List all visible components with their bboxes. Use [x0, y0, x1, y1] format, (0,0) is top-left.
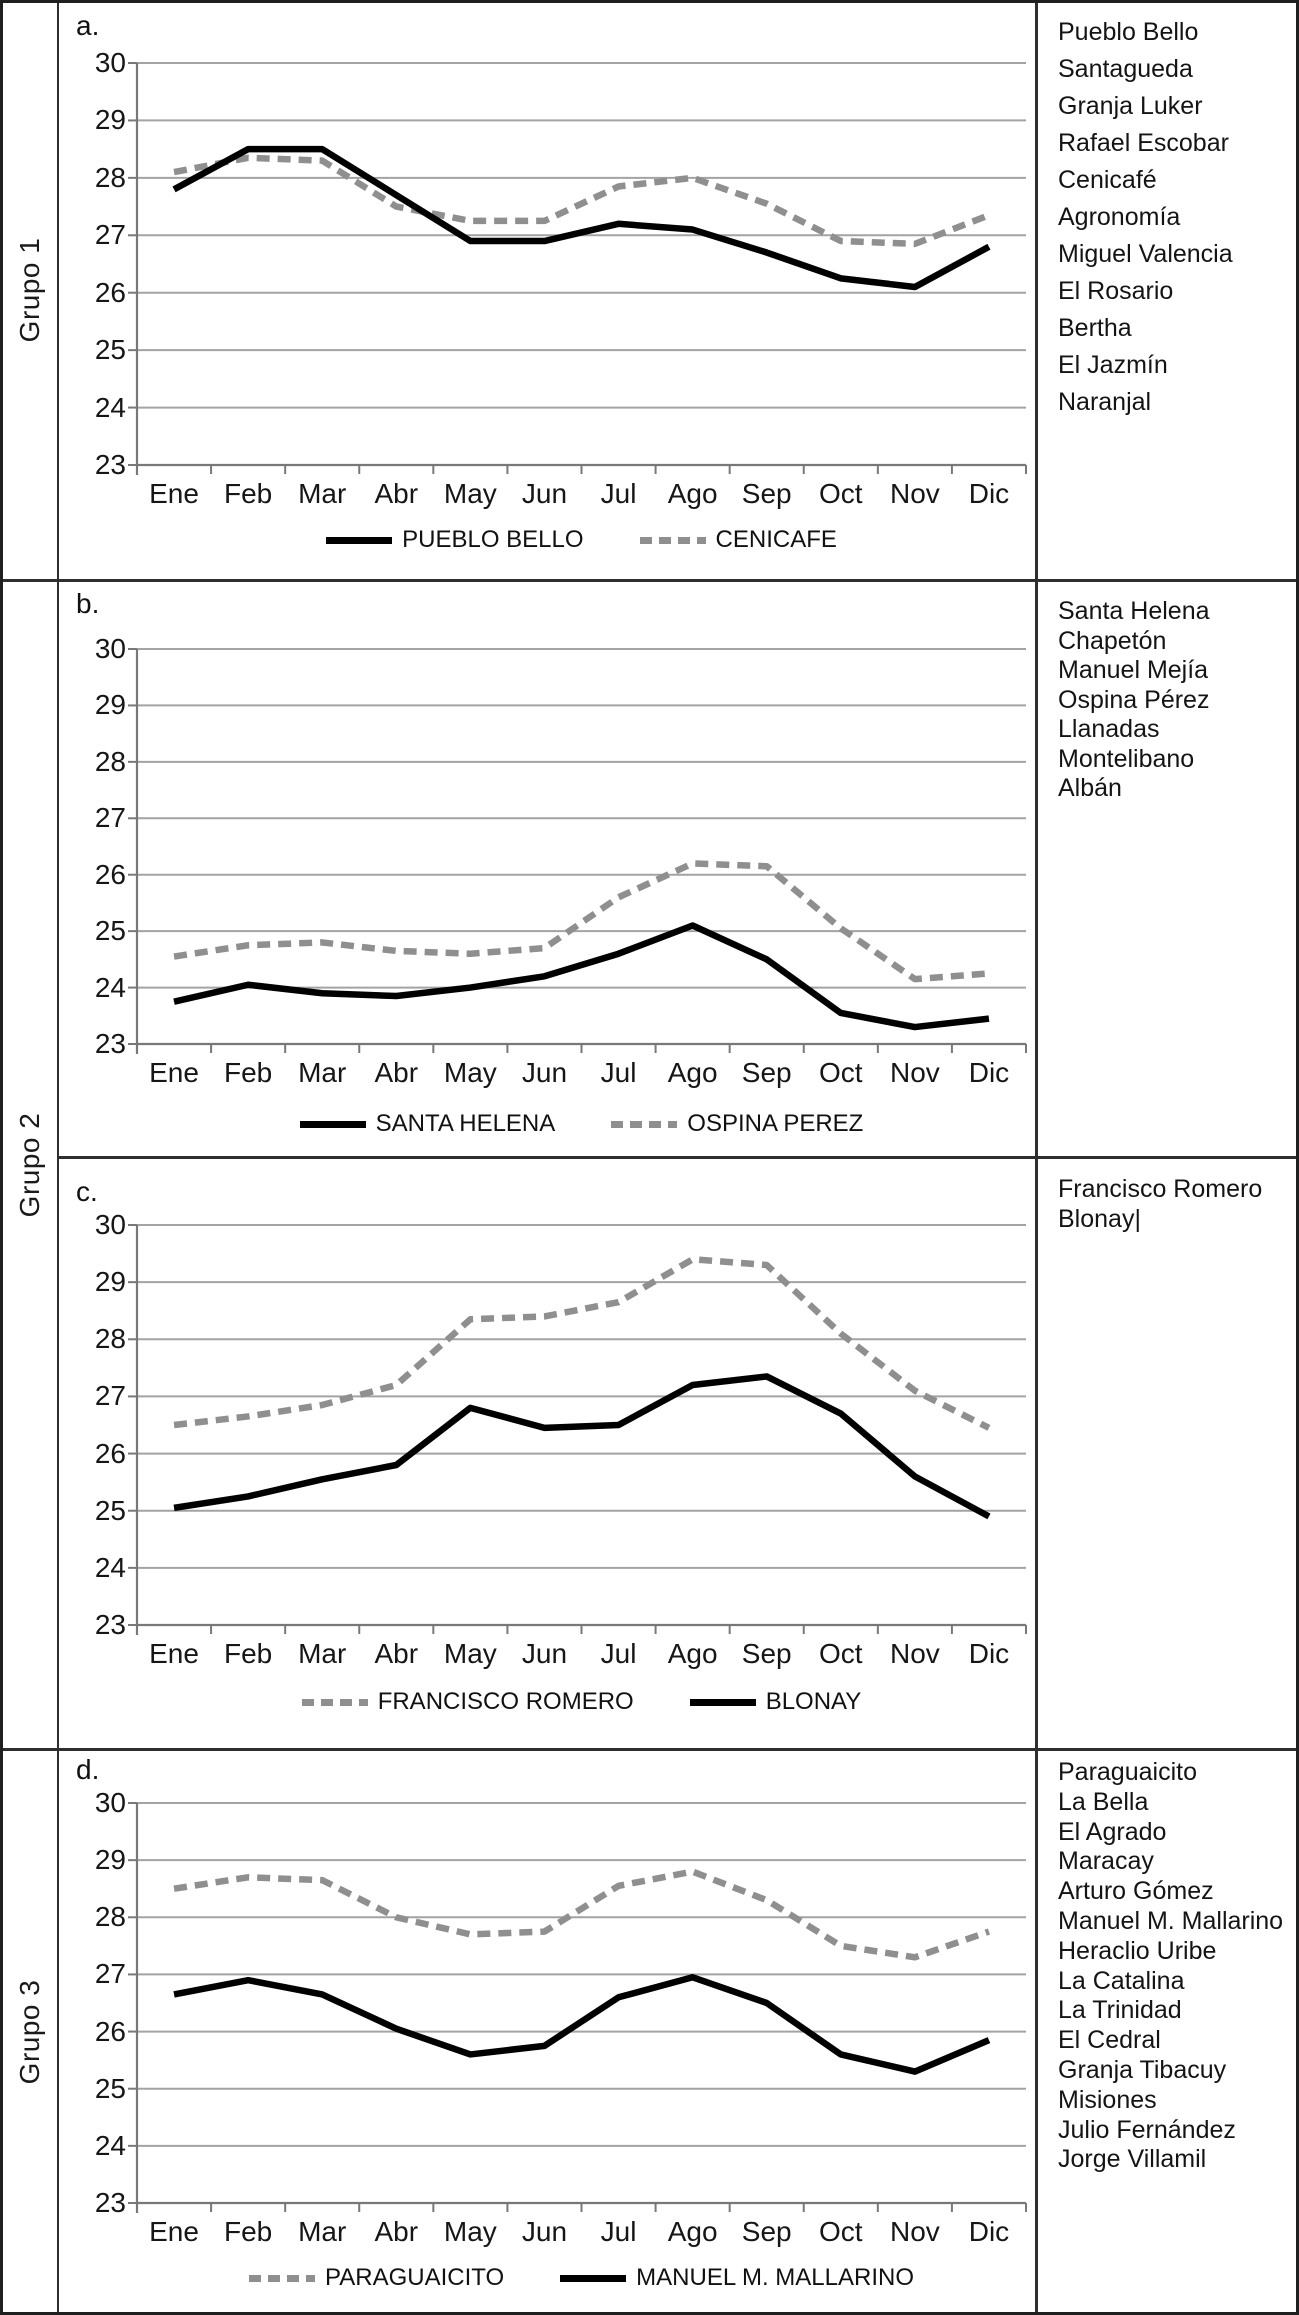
- y-tick-label: 25: [94, 2072, 126, 2104]
- station-name: Francisco Romero: [1058, 1175, 1263, 1203]
- x-tick-label: Sep: [741, 1638, 792, 1669]
- x-tick-label: Mar: [298, 1638, 347, 1669]
- legend-solid-line-swatch: [326, 537, 392, 544]
- row-divider-group1-group2: [0, 579, 1299, 582]
- x-tick-label: Nov: [889, 1638, 940, 1669]
- x-tick-label: Jun: [521, 1638, 568, 1669]
- x-tick-label: Ene: [149, 1638, 199, 1669]
- x-tick-label: Mar: [298, 1057, 347, 1088]
- y-tick-label: 30: [94, 633, 126, 664]
- panel-letter-b: b.: [76, 588, 100, 619]
- x-axis-month-labels: [137, 1057, 1026, 1089]
- legend-item: [640, 526, 837, 554]
- station-list: [1058, 1174, 1262, 1234]
- station-name: Arturo Gómez: [1058, 1877, 1214, 1906]
- legend-label: PARAGUAICITO: [325, 2264, 505, 2291]
- panel-letter-a: a.: [76, 10, 100, 41]
- x-tick-label: Abr: [374, 2216, 419, 2247]
- x-tick-label: May: [443, 1638, 497, 1669]
- series-line-pueblo-bello: [174, 149, 989, 287]
- legend-item: [249, 2264, 504, 2292]
- y-tick-label: 26: [94, 858, 126, 890]
- x-tick-label: Dic: [968, 2216, 1010, 2247]
- station-list: [1058, 14, 1233, 421]
- station-name: Llanadas: [1058, 715, 1160, 743]
- y-tick-label: 30: [94, 1787, 126, 1818]
- station-name: Paraguaicito: [1058, 1758, 1197, 1786]
- x-tick-label: Abr: [374, 1057, 419, 1088]
- y-tick-label: 30: [94, 1209, 126, 1240]
- y-tick-label: 28: [94, 745, 126, 777]
- x-tick-label: Sep: [741, 2216, 792, 2247]
- station-name: Ospina Pérez: [1058, 685, 1210, 714]
- x-tick-label: Abr: [374, 478, 419, 509]
- y-tick-label: 29: [94, 689, 126, 721]
- station-name: Agronomía: [1058, 203, 1181, 231]
- y-tick-label: 29: [94, 1266, 126, 1298]
- x-tick-label: Ago: [667, 1638, 718, 1669]
- legend-label: SANTA HELENA: [375, 1110, 556, 1137]
- series-line-paraguaicito: [174, 1872, 989, 1958]
- y-tick-label: 29: [94, 1844, 126, 1876]
- station-name: Chapetón: [1058, 626, 1167, 655]
- station-name: Santa Helena: [1058, 597, 1210, 625]
- station-name: Heraclio Uribe: [1058, 1936, 1217, 1965]
- station-name: El Cedral: [1058, 2026, 1161, 2055]
- y-tick-label: 24: [94, 2129, 126, 2161]
- legend-item: [690, 1688, 862, 1716]
- station-name: La Bella: [1058, 1787, 1149, 1816]
- x-tick-label: Feb: [223, 2216, 273, 2247]
- legend-label: BLONAY: [765, 1688, 862, 1715]
- x-axis-month-labels: [137, 1638, 1026, 1670]
- station-name: El Rosario: [1058, 277, 1174, 305]
- station-name: Granja Luker: [1058, 92, 1203, 120]
- y-tick-label: 30: [94, 47, 126, 78]
- x-tick-label: Ago: [667, 1057, 718, 1088]
- x-tick-label: May: [443, 2216, 497, 2247]
- x-tick-label: Oct: [819, 1638, 863, 1669]
- legend-label: FRANCISCO ROMERO: [377, 1688, 634, 1715]
- station-name: Julio Fernández: [1058, 2115, 1236, 2144]
- x-tick-label: Ago: [667, 2216, 718, 2247]
- legend: [137, 2264, 1026, 2292]
- station-name: La Catalina: [1058, 1966, 1185, 1995]
- y-tick-label: 28: [94, 1323, 126, 1355]
- x-tick-label: Jun: [521, 1057, 568, 1088]
- station-name: Santagueda: [1058, 55, 1193, 83]
- y-tick-label: 23: [94, 449, 126, 480]
- station-name: Granja Tibacuy: [1058, 2055, 1227, 2084]
- x-tick-label: Oct: [819, 1057, 863, 1088]
- series-line-santa-helena: [174, 926, 989, 1028]
- x-tick-label: Jul: [600, 1057, 637, 1088]
- station-list: [1058, 597, 1210, 804]
- legend-solid-line-swatch: [690, 1699, 756, 1706]
- station-name: Blonay|: [1058, 1205, 1141, 1233]
- y-tick-label: 24: [94, 971, 126, 1003]
- x-tick-label: Oct: [819, 478, 863, 509]
- y-tick-label: 29: [94, 104, 126, 136]
- y-tick-label: 25: [94, 915, 126, 947]
- x-tick-label: Sep: [741, 478, 792, 509]
- station-name: Rafael Escobar: [1058, 129, 1229, 157]
- panel-letter-d: d.: [76, 1754, 100, 1785]
- x-tick-label: Nov: [889, 478, 940, 509]
- y-tick-label: 23: [94, 1028, 126, 1059]
- x-tick-label: Ene: [149, 478, 199, 509]
- legend-label: PUEBLO BELLO: [402, 526, 584, 553]
- legend: [137, 1688, 1026, 1716]
- station-name: Bertha: [1058, 314, 1132, 342]
- legend-item: [302, 1688, 634, 1716]
- x-tick-label: Mar: [298, 2216, 347, 2247]
- station-name: Misiones: [1058, 2085, 1157, 2114]
- station-list: [1058, 1758, 1283, 2175]
- y-tick-label: 28: [94, 161, 126, 193]
- row-divider-group2-group3: [0, 1748, 1299, 1751]
- y-tick-label: 27: [94, 802, 126, 834]
- legend-item: [611, 1110, 863, 1138]
- station-name: Manuel Mejía: [1058, 656, 1209, 684]
- legend: [137, 1110, 1026, 1138]
- x-tick-label: Dic: [968, 1057, 1010, 1088]
- legend-dashed-line-swatch: [611, 1121, 677, 1128]
- group-label-1: Grupo 1: [14, 237, 45, 343]
- y-tick-label: 26: [94, 1437, 126, 1469]
- legend-label: OSPINA PEREZ: [687, 1110, 864, 1137]
- station-name: Jorge Villamil: [1058, 2145, 1207, 2174]
- x-tick-label: Jul: [600, 478, 637, 509]
- station-name: Cenicafé: [1058, 166, 1157, 194]
- x-tick-label: Jul: [600, 1638, 637, 1669]
- x-axis-month-labels: [137, 2216, 1026, 2248]
- panel-letter-c: c.: [76, 1176, 98, 1207]
- x-tick-label: Nov: [889, 1057, 940, 1088]
- x-tick-label: Ago: [667, 478, 718, 509]
- station-name: Montelibano: [1058, 744, 1195, 773]
- x-tick-label: Sep: [741, 1057, 792, 1088]
- x-tick-label: May: [443, 478, 497, 509]
- group-label-2: Grupo 2: [14, 1112, 45, 1218]
- x-tick-label: Oct: [819, 2216, 863, 2247]
- y-tick-label: 23: [94, 1609, 126, 1640]
- y-tick-label: 27: [94, 219, 126, 251]
- row-divider-panel-b-c: [59, 1156, 1299, 1159]
- station-name: Pueblo Bello: [1058, 18, 1199, 46]
- station-name: Albán: [1058, 774, 1122, 802]
- x-tick-label: Jun: [521, 478, 568, 509]
- series-line-manuel-m-mallarino: [174, 1977, 989, 2071]
- y-tick-label: 24: [94, 391, 126, 423]
- station-name: La Trinidad: [1058, 1996, 1182, 2025]
- y-tick-label: 26: [94, 2015, 126, 2047]
- x-tick-label: May: [443, 1057, 497, 1088]
- legend-item: [326, 526, 583, 554]
- station-name: El Jazmín: [1058, 351, 1168, 379]
- y-tick-label: 28: [94, 1901, 126, 1933]
- legend-dashed-line-swatch: [302, 1699, 368, 1706]
- y-tick-label: 27: [94, 1958, 126, 1990]
- legend-label: MANUEL M. MALLARINO: [636, 2264, 914, 2291]
- station-name: Naranjal: [1058, 388, 1152, 416]
- x-tick-label: Dic: [968, 478, 1010, 509]
- y-tick-label: 27: [94, 1380, 126, 1412]
- x-tick-label: Feb: [223, 1057, 273, 1088]
- legend-item: [560, 2264, 914, 2292]
- group-label-3: Grupo 3: [14, 1979, 45, 2085]
- x-tick-label: Ene: [149, 1057, 199, 1088]
- y-tick-label: 25: [94, 1494, 126, 1526]
- legend-dashed-line-swatch: [640, 537, 706, 544]
- x-tick-label: Ene: [149, 2216, 199, 2247]
- x-tick-label: Jul: [600, 2216, 637, 2247]
- y-tick-label: 26: [94, 276, 126, 308]
- x-tick-label: Dic: [968, 1638, 1010, 1669]
- legend-item: [300, 1110, 556, 1138]
- station-name: Manuel M. Mallarino: [1058, 1906, 1284, 1935]
- x-tick-label: Feb: [223, 1638, 273, 1669]
- x-tick-label: Jun: [521, 2216, 568, 2247]
- station-name: Maracay: [1058, 1847, 1154, 1876]
- legend: [137, 526, 1026, 554]
- y-tick-label: 24: [94, 1551, 126, 1583]
- legend-solid-line-swatch: [560, 2275, 626, 2282]
- legend-label: CENICAFE: [715, 526, 837, 553]
- station-name: Miguel Valencia: [1058, 240, 1233, 268]
- y-tick-label: 25: [94, 334, 126, 366]
- x-axis-month-labels: [137, 478, 1026, 510]
- legend-dashed-line-swatch: [249, 2275, 315, 2282]
- x-tick-label: Feb: [223, 478, 273, 509]
- series-line-francisco-romero: [174, 1259, 989, 1428]
- y-tick-label: 23: [94, 2187, 126, 2218]
- x-tick-label: Nov: [889, 2216, 940, 2247]
- x-tick-label: Abr: [374, 1638, 419, 1669]
- legend-solid-line-swatch: [300, 1121, 366, 1128]
- x-tick-label: Mar: [298, 478, 347, 509]
- station-name: El Agrado: [1058, 1817, 1167, 1846]
